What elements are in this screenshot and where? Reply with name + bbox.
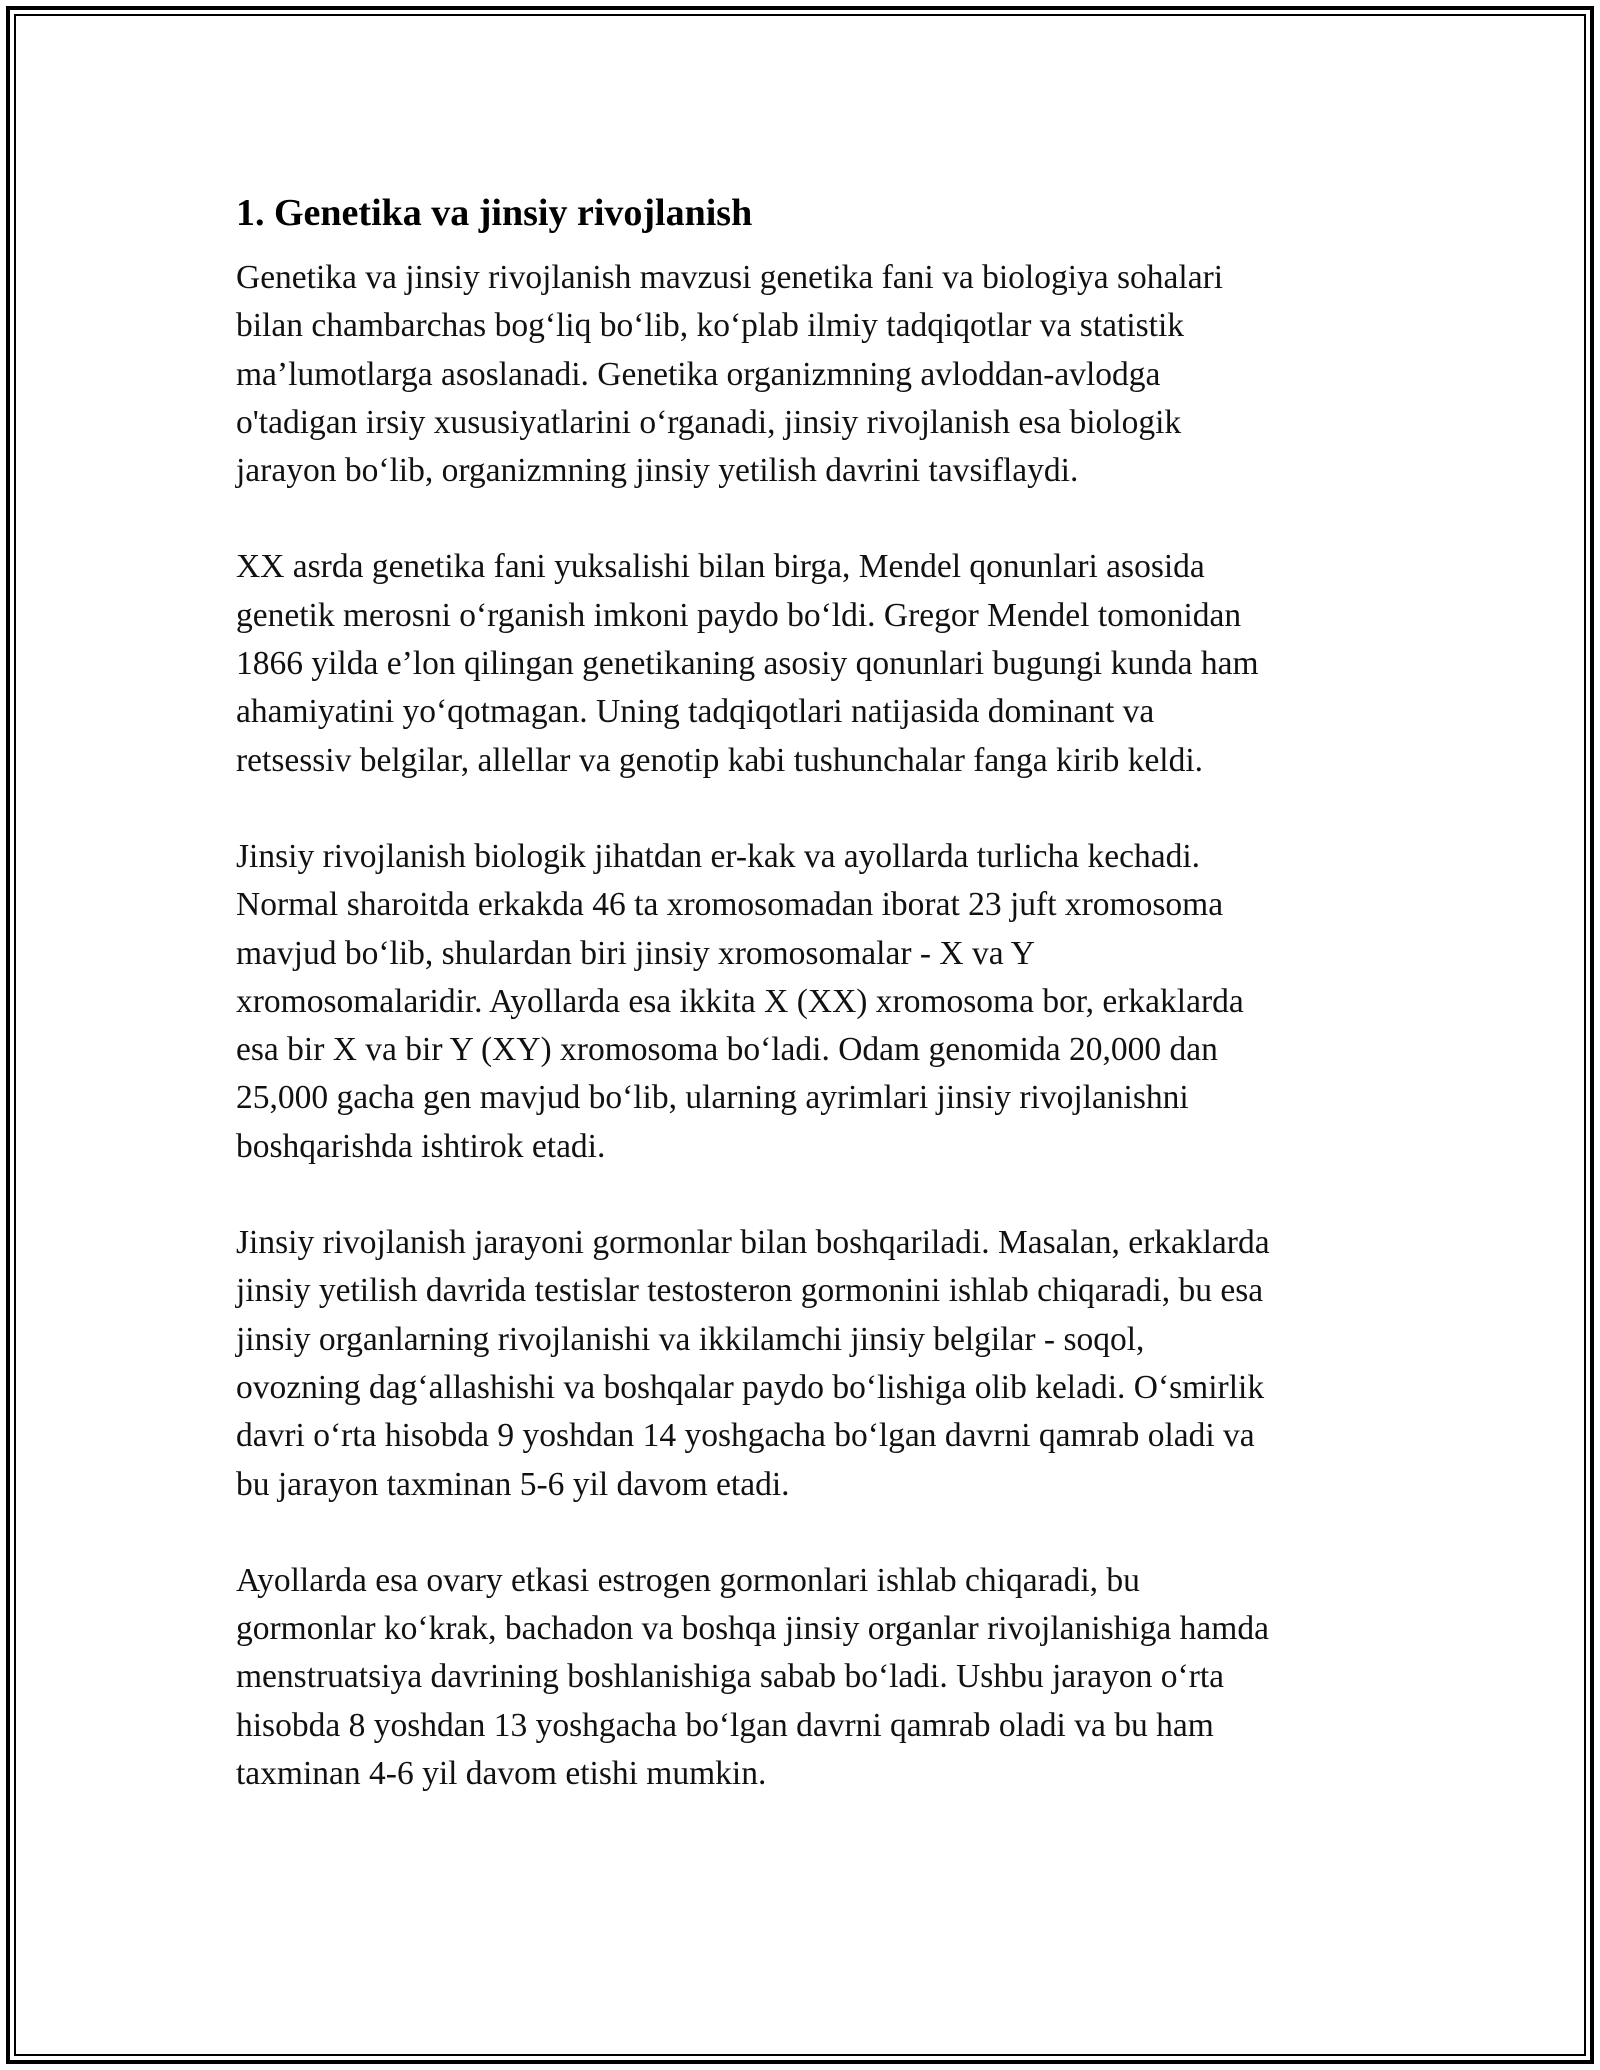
paragraph-line: ovozning dag‘allashishi va boshqalar paydo bo‘lishiga olib keladi. O‘smirlik [236, 1368, 1265, 1406]
paragraph-line: Jinsiy rivojlanish biologik jihatdan er-kak va ayollarda turlicha kechadi. [236, 837, 1201, 875]
paragraph-line: retsessiv belgilar, allellar va genotip kabi tushunchalar fanga kirib keldi. [236, 741, 1204, 779]
paragraph-line: menstruatsiya davrining boshlanishiga sabab bo‘ladi. Ushbu jarayon o‘rta [236, 1658, 1225, 1696]
paragraph-line: gormonlar ko‘krak, bachadon va boshqa jinsiy organlar rivojlanishiga hamda [236, 1610, 1269, 1648]
paragraph-2 [236, 543, 1386, 784]
paragraph-3 [236, 833, 1386, 1171]
paragraph-line: Ayollarda esa ovary etkasi estrogen gormonlari ishlab chiqaradi, bu [236, 1561, 1140, 1599]
paragraph-4 [236, 1219, 1386, 1509]
paragraph-1 [236, 254, 1386, 495]
paragraph-line: mavjud bo‘lib, shulardan biri jinsiy xromosomalar - X va Y [236, 934, 1035, 972]
paragraph-line: hisobda 8 yoshdan 13 yoshgacha bo‘lgan davrni qamrab oladi va bu ham [236, 1706, 1214, 1744]
paragraph-line: jarayon bo‘lib, organizmning jinsiy yetilish davrini tavsiflaydi. [236, 452, 1079, 490]
paragraph-line: bilan chambarchas bog‘liq bo‘lib, ko‘plab ilmiy tadqiqotlar va statistik [236, 307, 1185, 345]
section-heading: 1. Genetika va jinsiy rivojlanish [236, 192, 753, 234]
paragraph-line: ma’lumotlarga asoslanadi. Genetika organizmning avloddan-avlodga [236, 355, 1161, 393]
paragraph-line: Normal sharoitda erkakda 46 ta xromosomadan iborat 23 juft xromosoma [236, 886, 1224, 924]
paragraph-line: XX asrda genetika fani yuksalishi bilan birga, Mendel qonunlari asosida [236, 548, 1205, 586]
paragraph-line: xromosomalaridir. Ayollarda esa ikkita X (XX) xromosoma bor, erkaklarda [236, 982, 1244, 1020]
paragraph-line: Genetika va jinsiy rivojlanish mavzusi genetika fani va biologiya sohalari [236, 259, 1224, 296]
paragraph-line: Jinsiy rivojlanish jarayoni gormonlar bilan boshqariladi. Masalan, erkaklarda [236, 1224, 1270, 1262]
paragraph-line: esa bir X va bir Y (XY) xromosoma bo‘ladi. Odam genomida 20,000 dan [236, 1031, 1218, 1069]
paragraph-5 [236, 1557, 1386, 1798]
paragraph-line: boshqarishda ishtirok etadi. [236, 1127, 606, 1165]
paragraph-line: ahamiyatini yo‘qotmagan. Uning tadqiqotlari natijasida dominant va [236, 693, 1155, 731]
document-body [236, 186, 1386, 1846]
paragraph-line: genetik merosni o‘rganish imkoni paydo bo‘ldi. Gregor Mendel tomonidan [236, 596, 1242, 634]
paragraph-line: taxminan 4-6 yil davom etishi mumkin. [236, 1755, 767, 1793]
paragraph-line: jinsiy organlarning rivojlanishi va ikkilamchi jinsiy belgilar - soqol, [236, 1320, 1145, 1358]
paragraph-line: bu jarayon taxminan 5-6 yil davom etadi. [236, 1465, 790, 1503]
paragraph-line: 1866 yilda e’lon qilingan genetikaning asosiy qonunlari bugungi kunda ham [236, 645, 1259, 683]
paragraph-line: jinsiy yetilish davrida testislar testosteron gormonini ishlab chiqaradi, bu esa [236, 1272, 1264, 1310]
paragraph-line: o'tadigan irsiy xususiyatlarini o‘rganadi, jinsiy rivojlanish esa biologik [236, 403, 1182, 441]
paragraph-line: 25,000 gacha gen mavjud bo‘lib, ularning ayrimlari jinsiy rivojlanishni [236, 1079, 1189, 1117]
paragraph-line: davri o‘rta hisobda 9 yoshdan 14 yoshgacha bo‘lgan davrni qamrab oladi va [236, 1417, 1255, 1455]
